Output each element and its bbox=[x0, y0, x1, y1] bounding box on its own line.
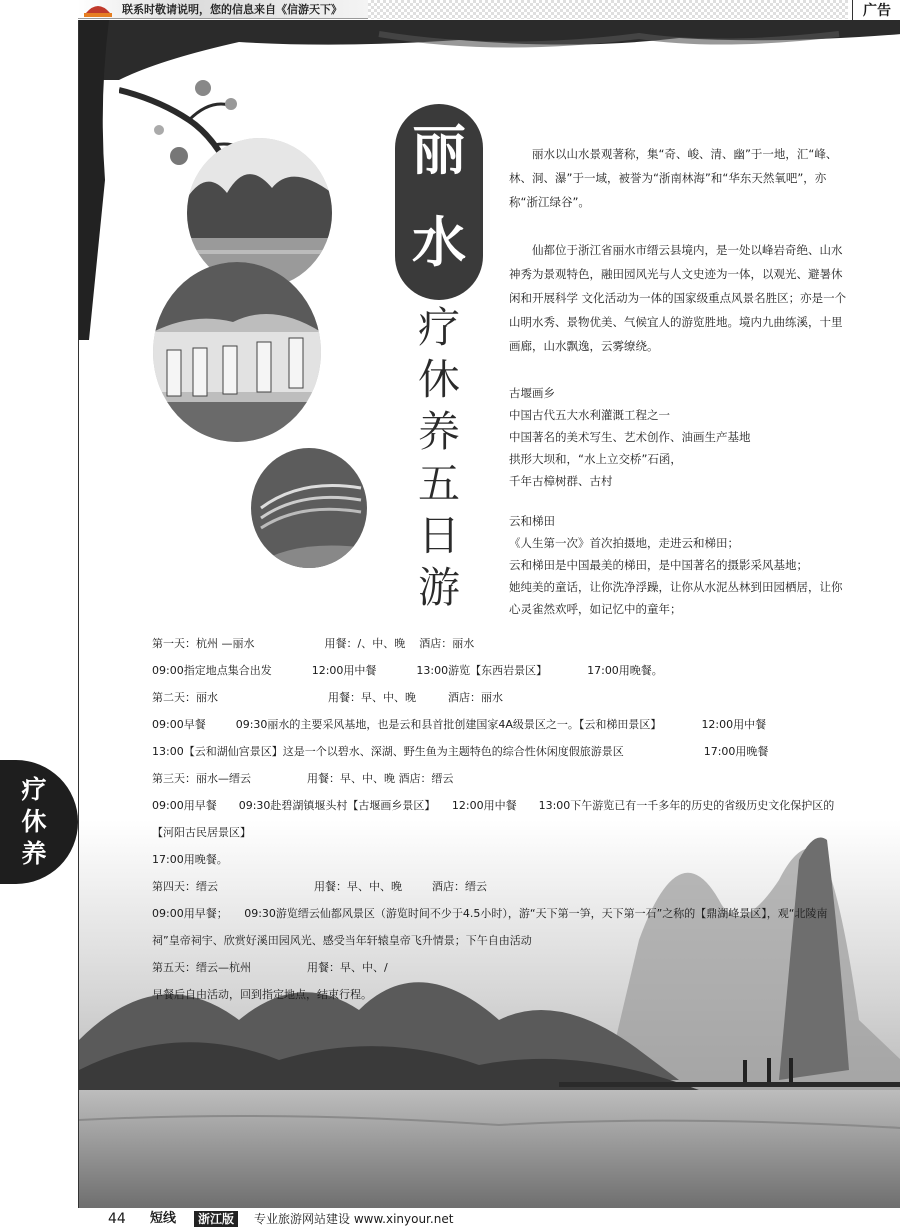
schedule-item: 13:00游览【东西岩景区】 bbox=[416, 664, 548, 677]
day3-dinner: 17:00用晚餐。 bbox=[152, 853, 228, 866]
feature-line: 拱形大坝和，“水上立交桥”石函， bbox=[509, 452, 682, 466]
page-subtitle: 疗休养五日游 bbox=[417, 303, 460, 612]
day4-header bbox=[152, 873, 842, 900]
side-tab-char: 休 bbox=[21, 807, 47, 836]
terrace-fields-photo bbox=[251, 448, 367, 568]
top-bar bbox=[0, 0, 900, 20]
header-pattern bbox=[368, 0, 848, 19]
day-meals: 用餐：/、中、晚 bbox=[324, 637, 406, 650]
edition-badge: 浙江版 bbox=[194, 1211, 238, 1227]
day3-schedule: 09:00用早餐 09:30赴碧湖镇堰头村【古堰画乡景区】 12:00用中餐 13:00下午游览已有一千多年的历史的省级历史文化保护区的【河阳古民居景区】 bbox=[152, 799, 835, 839]
feature-line: 中国著名的美术写生、艺术创作、油画生产基地 bbox=[509, 430, 751, 444]
day-hotel: 酒店：丽水 bbox=[448, 691, 503, 704]
schedule-item: 09:30丽水的主要采风基地，也是云和县首批创建国家4A级景区之一。【云和梯田景区】 bbox=[235, 718, 662, 731]
ad-label: 广告 bbox=[852, 0, 900, 23]
section-side-tab bbox=[0, 760, 78, 884]
feature-block-guyan bbox=[509, 382, 849, 492]
side-tab-char: 养 bbox=[21, 839, 47, 868]
schedule-item: 17:00用晚餐。 bbox=[587, 664, 663, 677]
day-meals: 用餐：早、中、晚 bbox=[314, 880, 402, 893]
article-frame bbox=[78, 20, 900, 1208]
day-title: 第五天：缙云—杭州 bbox=[152, 961, 251, 974]
day1-schedule bbox=[152, 657, 842, 684]
feature-line: 千年古樟树群、古村 bbox=[509, 474, 613, 488]
feature-heading: 古堰画乡 bbox=[509, 386, 555, 400]
day2-schedule bbox=[152, 711, 842, 738]
intro-paragraph: 仙都位于浙江省丽水市缙云县境内，是一处以峰岩奇绝、山水神秀为景观特色，融田园风光与人文史迹为一体，以观光、避暑休闲和开展科学 文化活动为一体的国家级重点风景名胜区；亦是一个 山明水秀、景物优美、气候宜人的游览胜地。境内九曲练溪，十里画廊，山水飘逸，云雾缭绕。 bbox=[509, 243, 847, 353]
page-footer bbox=[0, 1208, 900, 1230]
day5-schedule: 早餐后自由活动，回到指定地点，结束行程。 bbox=[152, 988, 372, 1001]
day-meals: 用餐：早、中、晚 bbox=[328, 691, 416, 704]
schedule-item: 17:00用晚餐 bbox=[703, 745, 769, 758]
intro-section bbox=[509, 142, 849, 638]
page-number: 44 bbox=[108, 1211, 126, 1227]
day-hotel: 酒店：缙云 bbox=[432, 880, 487, 893]
feature-block-yunhe bbox=[509, 510, 849, 620]
schedule-item: 12:00用中餐 bbox=[311, 664, 377, 677]
intro-paragraph: 丽水以山水景观著称，集“奇、峻、清、幽”于一地，汇“峰、林、洞、瀑”于一域，被誉为“浙南林海”和“华东天然氧吧”，亦称“浙江绿谷”。 bbox=[509, 147, 838, 209]
schedule-item: 09:00指定地点集合出发 bbox=[152, 664, 272, 677]
dancers-photo bbox=[153, 262, 321, 442]
day-meals: 用餐：早、中、晚 酒店：缙云 bbox=[307, 772, 454, 785]
day4-schedule: 09:00用早餐； 09:30游览缙云仙都风景区（游览时间不少于4.5小时），游“天下第一笋，天下第一石”之称的【鼎湖峰景区】，观“北陵南祠”皇帝祠宇、欣赏好溪田园风光、感受当年轩辕皇帝飞升情景；下午自由活动 bbox=[152, 907, 828, 947]
schedule-item: 09:00早餐 bbox=[152, 718, 206, 731]
day-title: 第三天：丽水—缙云 bbox=[152, 772, 251, 785]
feature-line: 云和梯田是中国最美的梯田，是中国著名的摄影采风基地； bbox=[509, 558, 808, 572]
day1-header bbox=[152, 630, 842, 657]
day-title: 第四天：缙云 bbox=[152, 880, 218, 893]
day-title: 第一天：杭州 —丽水 bbox=[152, 637, 255, 650]
side-tab-char: 疗 bbox=[21, 775, 47, 804]
day-title: 第二天：丽水 bbox=[152, 691, 218, 704]
feature-line: 《人生第一次》首次拍摄地，走进云和梯田； bbox=[509, 536, 739, 550]
feature-line: 中国古代五大水利灌溉工程之一 bbox=[509, 408, 670, 422]
source-notice: 联系时敬请说明，您的信息来自《信游天下》 bbox=[78, 0, 368, 19]
day5-header bbox=[152, 954, 842, 981]
schedule-item: 12:00用中餐 bbox=[701, 718, 767, 731]
itinerary bbox=[152, 630, 842, 1008]
schedule-item: 13:00【云和湖仙宫景区】这是一个以碧水、深湖、野生鱼为主题特色的综合性休闲度假旅游景区 bbox=[152, 745, 624, 758]
feature-heading: 云和梯田 bbox=[509, 514, 555, 528]
day-meals: 用餐：早、中、/ bbox=[307, 961, 388, 974]
day-hotel: 酒店：丽水 bbox=[419, 637, 475, 650]
brand-logo-icon bbox=[82, 1, 114, 18]
day2-header bbox=[152, 684, 842, 711]
day3-header bbox=[152, 765, 842, 792]
column-name: 短线 bbox=[150, 1211, 177, 1226]
footer-slogan: 专业旅游网站建设 www.xinyour.net bbox=[254, 1212, 454, 1226]
page-title: 丽水 bbox=[412, 118, 466, 274]
day2-schedule bbox=[152, 738, 842, 765]
feature-line: 她纯美的童话，让你洗净浮躁，让你从水泥丛林到田园栖居，让你心灵雀然欢呼，如记忆中的童年； bbox=[509, 580, 843, 616]
